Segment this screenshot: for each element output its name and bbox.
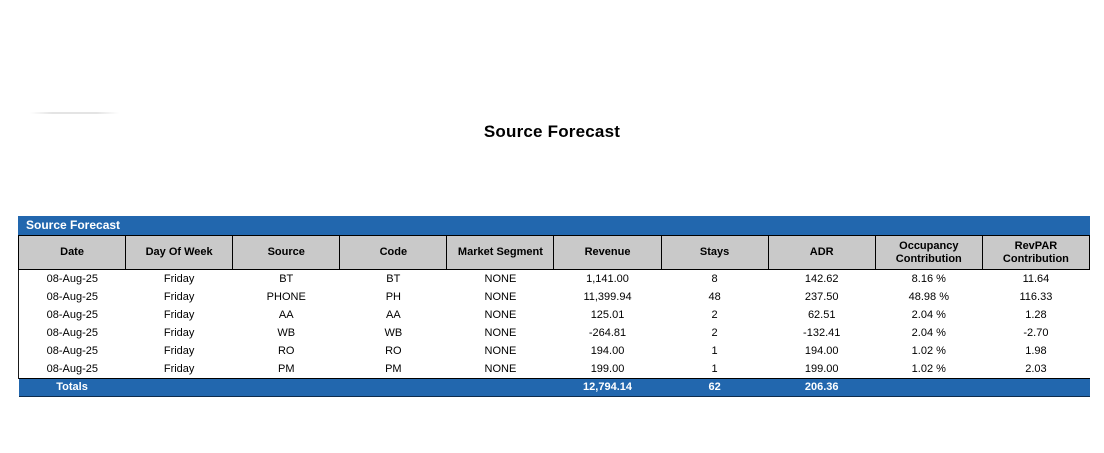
table-row <box>19 270 1090 289</box>
cell-col-7: 199.00 <box>804 363 839 375</box>
cell-col-3: AA <box>385 309 401 321</box>
table-row <box>19 360 1090 379</box>
cell-col-6: 48 <box>708 291 721 303</box>
cell-col-7: 237.50 <box>804 291 839 303</box>
cell-col-5: 199.00 <box>590 363 625 375</box>
cell-col-6: 8 <box>711 273 718 285</box>
forecast-table-head <box>19 236 1090 270</box>
column-header-4: Market Segment <box>447 236 554 270</box>
column-header-8: Occupancy Contribution <box>875 236 982 270</box>
cell-col-2: WB <box>277 327 296 339</box>
cell-col-7: -132.41 <box>803 327 841 339</box>
forecast-table-body <box>19 270 1090 379</box>
source-forecast-report <box>18 216 1090 397</box>
cell-col-5: 125.01 <box>590 309 625 321</box>
cell-col-5: 1,141.00 <box>586 273 629 285</box>
cell-col-4: NONE <box>484 309 517 321</box>
cell-col-8: 8.16 % <box>911 273 946 285</box>
cell-col-3: RO <box>385 345 402 357</box>
cell-col-2: AA <box>278 309 294 321</box>
cell-col-5: 11,399.94 <box>583 291 632 303</box>
cell-col-1: Friday <box>163 309 195 321</box>
totals-cell-col-3 <box>340 379 447 397</box>
cell-col-6: 1 <box>711 345 718 357</box>
cell-col-1: Friday <box>163 345 195 357</box>
logo-placeholder-line <box>30 112 119 114</box>
cell-col-8: 2.04 % <box>911 327 946 339</box>
cell-col-2: PHONE <box>266 291 306 303</box>
cell-col-9: 11.64 <box>1022 273 1050 285</box>
report-band-title: Source Forecast <box>18 216 1090 235</box>
forecast-table-foot <box>19 379 1090 397</box>
column-header-3: Code <box>340 236 447 270</box>
column-header-6: Stays <box>661 236 768 270</box>
table-row <box>19 324 1090 342</box>
cell-col-3: WB <box>384 327 403 339</box>
column-header-5: Revenue <box>554 236 661 270</box>
cell-col-2: BT <box>279 273 294 285</box>
cell-col-8: 48.98 % <box>908 291 949 303</box>
cell-col-9: 1.98 <box>1025 345 1047 357</box>
totals-cell-col-7: 206.36 <box>768 379 875 397</box>
totals-row <box>19 379 1090 397</box>
forecast-table <box>18 235 1090 397</box>
cell-col-1: Friday <box>163 291 195 303</box>
cell-col-6: 1 <box>711 363 718 375</box>
cell-col-1: Friday <box>163 327 195 339</box>
cell-col-0: 08-Aug-25 <box>19 342 126 360</box>
table-row <box>19 288 1090 306</box>
cell-col-0: 08-Aug-25 <box>19 270 126 289</box>
cell-col-8: 1.02 % <box>911 363 946 375</box>
cell-col-2: RO <box>277 345 295 357</box>
cell-col-4: NONE <box>484 291 517 303</box>
cell-col-9: 1.28 <box>1025 309 1047 321</box>
cell-col-7: 62.51 <box>807 309 836 321</box>
totals-cell-col-2 <box>233 379 340 397</box>
cell-col-4: NONE <box>484 363 517 375</box>
cell-col-2: PM <box>277 363 295 375</box>
totals-cell-col-6: 62 <box>661 379 768 397</box>
cell-col-0: 08-Aug-25 <box>19 360 126 379</box>
cell-col-7: 142.62 <box>804 273 839 285</box>
cell-col-3: PH <box>385 291 401 303</box>
column-header-1: Day Of Week <box>126 236 233 270</box>
cell-col-6: 2 <box>711 309 718 321</box>
cell-col-0: 08-Aug-25 <box>19 324 126 342</box>
cell-col-3: PM <box>385 363 402 375</box>
column-header-0: Date <box>19 236 126 270</box>
totals-cell-col-1 <box>126 379 233 397</box>
column-header-7: ADR <box>768 236 875 270</box>
cell-col-3: BT <box>386 273 401 285</box>
column-header-9: RevPAR Contribution <box>982 236 1089 270</box>
cell-col-1: Friday <box>163 363 195 375</box>
page-title: Source Forecast <box>483 122 621 141</box>
cell-col-4: NONE <box>484 273 517 285</box>
cell-col-5: -264.81 <box>588 327 627 339</box>
cell-col-7: 194.00 <box>804 345 839 357</box>
header-row <box>19 236 1090 270</box>
cell-col-8: 1.02 % <box>911 345 946 357</box>
cell-col-1: Friday <box>163 273 195 285</box>
cell-col-9: -2.70 <box>1023 327 1049 339</box>
cell-col-5: 194.00 <box>590 345 625 357</box>
totals-cell-col-5: 12,794.14 <box>554 379 661 397</box>
totals-label: Totals <box>19 379 126 397</box>
cell-col-9: 2.03 <box>1025 363 1047 375</box>
cell-col-0: 08-Aug-25 <box>19 288 126 306</box>
totals-cell-col-9 <box>982 379 1089 397</box>
table-row <box>19 342 1090 360</box>
cell-col-8: 2.04 % <box>911 309 946 321</box>
totals-cell-col-4 <box>447 379 554 397</box>
column-header-2: Source <box>233 236 340 270</box>
cell-col-6: 2 <box>711 327 718 339</box>
cell-col-0: 08-Aug-25 <box>19 306 126 324</box>
cell-col-4: NONE <box>484 327 517 339</box>
cell-col-4: NONE <box>484 345 517 357</box>
totals-cell-col-8 <box>875 379 982 397</box>
cell-col-9: 116.33 <box>1019 291 1053 303</box>
table-row <box>19 306 1090 324</box>
